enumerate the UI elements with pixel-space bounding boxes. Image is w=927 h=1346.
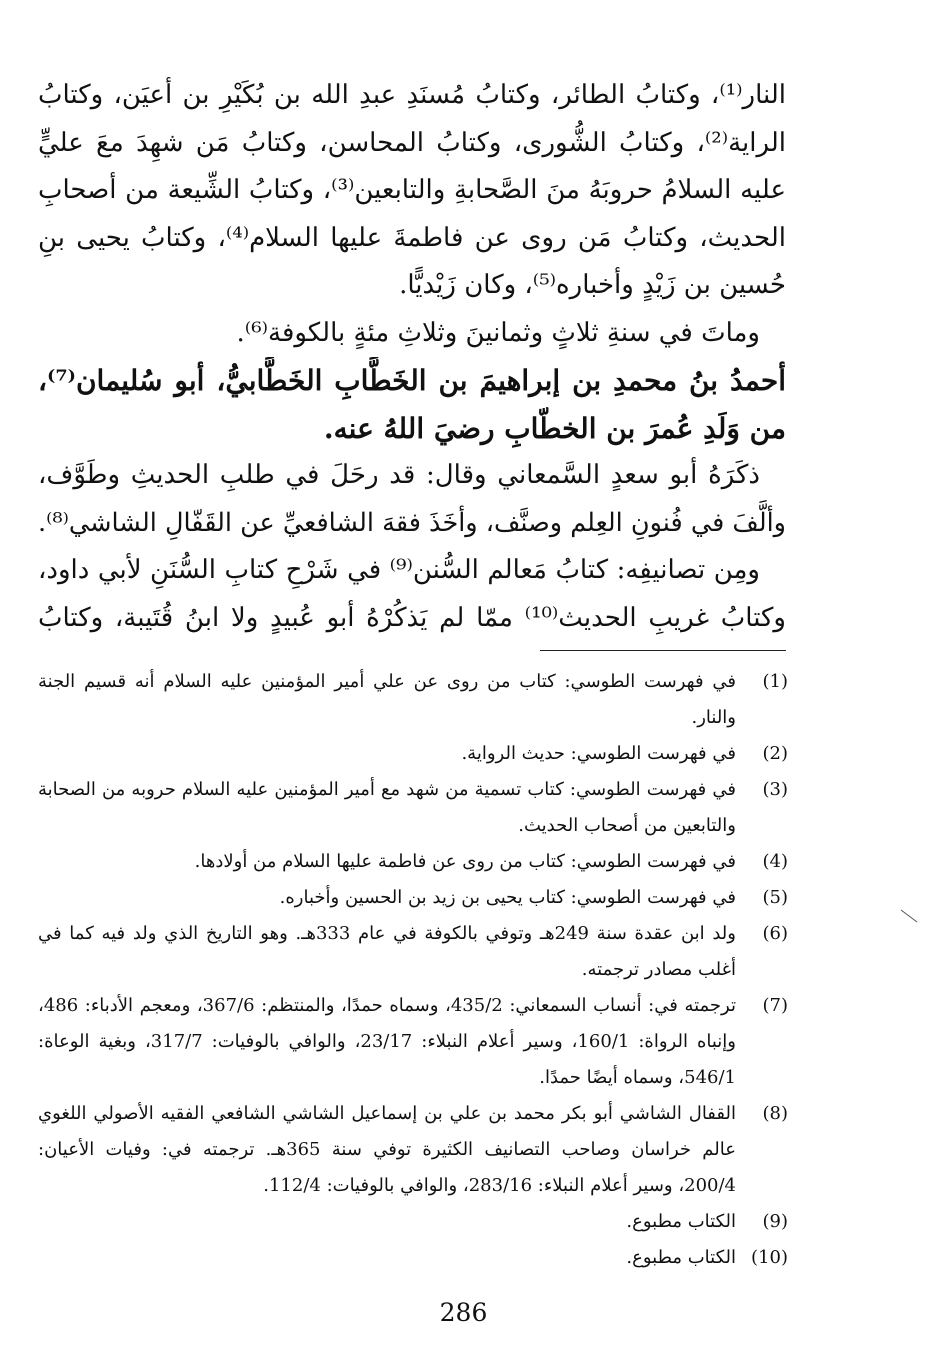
footnote-1 <box>38 664 788 736</box>
footnote-2 <box>38 736 788 772</box>
footnote-number: (6) <box>762 923 788 944</box>
footnote-7 <box>38 988 788 1096</box>
footnote-number: (4) <box>762 851 788 872</box>
footnote-number: (2) <box>762 743 788 764</box>
footnote-number: (7) <box>762 995 788 1016</box>
footnote-number: (8) <box>762 1103 788 1124</box>
page-number: 286 <box>439 1298 488 1327</box>
entry-heading-line-1: أحمدُ بنُ محمدِ بن إبراهيمَ بن الخَطَّابِ الخَطَّابيُّ، أبو سُليمان⁽⁷⁾، <box>38 364 786 397</box>
text-line-1: النار⁽¹⁾، وكتابُ الطائر، وكتابُ مُسنَدِ عبدِ الله بن بُكَيْرِ بن أعيَن، وكتابُ <box>38 80 786 110</box>
text-line-12: وكتابُ غريبِ الحديث⁽¹⁰⁾ ممّا لم يَذكُرْهُ أبو عُبيدٍ ولا ابنُ قُتَيبة، وكتابُ <box>38 602 786 633</box>
main-text <box>38 72 786 642</box>
footnote-text: القفال الشاشي أبو بكر محمد بن علي بن إسماعيل الشاشي الشافعي الفقيه الأصولي اللغوي عالم خراسان وصاحب التصانيف الكثيرة توفي سنة 365هـ. ترجمته في: وفيات الأعيان: 200/4، وسير أعلام النبلاء: 283/16، والوافي بالوفيات: 112/4. <box>38 1103 736 1196</box>
footnote-6 <box>38 916 788 988</box>
footnote-number: (10) <box>751 1247 788 1268</box>
footnote-number: (5) <box>762 887 788 908</box>
footnote-separator <box>540 650 786 651</box>
text-line-5: حُسين بن زَيْدٍ وأخباره⁽⁵⁾، وكان زَيْديًّا. <box>399 270 786 300</box>
footnote-text: ترجمته في: أنساب السمعاني: 435/2، وسماه حمدًا، والمنتظم: 367/6، ومعجم الأدباء: 486، وإنباه الرواة: 160/1، وسير أعلام النبلاء: 23/17، والوافي بالوفيات: 317/7، وبغية الوعاة: 546/1، وسماه أيضًا حمدًا. <box>38 995 737 1088</box>
footnote-text: الكتاب مطبوع. <box>626 1247 736 1268</box>
text-line-9: ذكَرَهُ أبو سعدٍ السَّمعاني وقال: قد رحَلَ في طلبِ الحديثِ وطَوَّف، <box>38 460 760 490</box>
footnote-4 <box>38 844 788 880</box>
text-line-11: ومِن تصانيفِه: كتابُ مَعالم السُّنن⁽⁹⁾ في شَرْحِ كتابِ السُّنَنِ لأبي داود، <box>38 555 760 585</box>
text-line-6: وماتَ في سنةِ ثلاثٍ وثمانينَ وثلاثِ مئةٍ بالكوفة⁽⁶⁾. <box>236 317 760 348</box>
footnote-10 <box>38 1240 788 1276</box>
footnote-text: في فهرست الطوسي: حديث الرواية. <box>461 743 736 764</box>
entry-heading-line-2: من وَلَدِ عُمرَ بن الخطّابِ رضيَ اللهُ عنه. <box>323 411 786 445</box>
footnote-text: في فهرست الطوسي: كتاب يحيى بن زيد بن الحسين وأخباره. <box>279 887 736 908</box>
footnote-text: في فهرست الطوسي: كتاب من روى عن فاطمة عليها السلام من أولادها. <box>194 851 736 872</box>
footnotes <box>38 664 788 1276</box>
footnote-3 <box>38 772 788 844</box>
text-line-2: الراية⁽²⁾، وكتابُ الشُّورى، وكتابُ المحاسن، وكتابُ مَن شهِدَ معَ عليٍّ <box>38 127 786 158</box>
text-line-3: عليه السلامُ حروبَهُ منَ الصَّحابةِ والتابعين⁽³⁾، وكتابُ الشِّيعة من أصحابِ <box>38 175 786 205</box>
footnote-9 <box>38 1204 788 1240</box>
footnote-number: (1) <box>762 671 788 692</box>
footnote-8 <box>38 1096 788 1204</box>
scan-speck <box>901 910 917 922</box>
footnote-number: (9) <box>762 1211 788 1232</box>
footnote-text: في فهرست الطوسي: كتاب تسمية من شهد مع أمير المؤمنين عليه السلام حروبه من الصحابة والتابعين من أصحاب الحديث. <box>38 779 736 836</box>
text-line-10: وألَّفَ في فُنونِ العِلم وصنَّف، وأخَذَ فقهَ الشافعيِّ عن القَفّالِ الشاشي⁽⁸⁾. <box>38 507 786 538</box>
footnote-text: في فهرست الطوسي: كتاب من روى عن علي أمير المؤمنين عليه السلام أنه قسيم الجنة والنار. <box>38 671 736 728</box>
footnote-5 <box>38 880 788 916</box>
footnote-text: الكتاب مطبوع. <box>626 1211 736 1232</box>
footnote-number: (3) <box>762 779 788 800</box>
text-line-4: الحديث، وكتابُ مَن روى عن فاطمةَ عليها السلام⁽⁴⁾، وكتابُ يحيى بنِ <box>38 222 786 253</box>
footnote-text: ولد ابن عقدة سنة 249هـ وتوفي بالكوفة في عام 333هـ. وهو التاريخ الذي ولد فيه كما في أغلب مصادر ترجمته. <box>38 923 736 980</box>
